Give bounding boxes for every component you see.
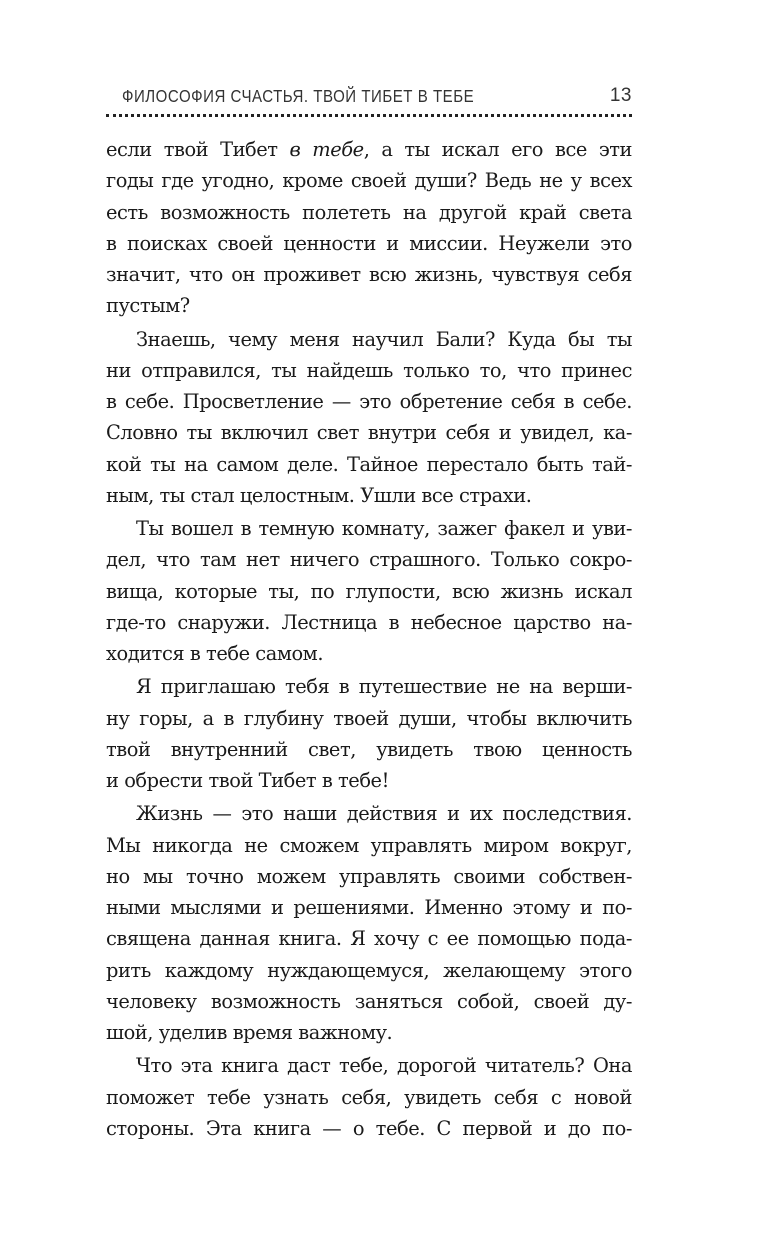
italic-emphasis: в тебе bbox=[289, 138, 364, 161]
text-line: и обрести твой Тибет в тебе! bbox=[106, 769, 389, 792]
paragraph-6 bbox=[106, 1050, 632, 1144]
paragraph-5 bbox=[106, 798, 632, 1048]
text-line: в себе. Просветление — это обретение себя в себе. bbox=[106, 390, 632, 413]
running-title: ФИЛОСОФИЯ СЧАСТЬЯ. ТВОЙ ТИБЕТ В ТЕБЕ bbox=[122, 86, 475, 106]
text-line: пустым? bbox=[106, 294, 190, 318]
text-line: вища, которые ты, по глупости, всю жизнь искал bbox=[106, 579, 632, 603]
text-line: Ты вошел в темную комнату, зажег факел и уви- bbox=[136, 517, 632, 540]
text-line: Словно ты включил свет внутри себя и увидел, ка- bbox=[106, 421, 632, 445]
text-line: священа данная книга. Я хочу с ее помощью пода- bbox=[106, 927, 632, 951]
text-line: значит, что он проживет всю жизнь, чувствуя себя bbox=[106, 263, 632, 286]
text-line: рить каждому нуждающемуся, желающему этого bbox=[106, 958, 632, 982]
text-line: где-то снаружи. Лестница в небесное царство на- bbox=[106, 610, 632, 634]
text-line: дел, что там нет ничего страшного. Только сокро- bbox=[106, 548, 632, 572]
text-line: кой ты на самом деле. Тайное перестало быть тай- bbox=[106, 452, 632, 476]
text-line: в поисках своей ценности и миссии. Неужели это bbox=[106, 231, 632, 255]
text-line: ными мыслями и решениями. Именно этому и по- bbox=[106, 896, 632, 919]
text-line: Я приглашаю тебя в путешествие не на верши- bbox=[136, 675, 632, 699]
text-line: ходится в тебе самом. bbox=[106, 642, 324, 665]
text-line: человеку возможность заняться собой, своей ду- bbox=[106, 989, 632, 1013]
paragraph-1 bbox=[106, 134, 632, 322]
text-line: годы где угодно, кроме своей души? Ведь не у всех bbox=[106, 169, 632, 193]
text-line: Знаешь, чему меня научил Бали? Куда бы ты bbox=[136, 327, 632, 351]
paragraph-4 bbox=[106, 671, 632, 796]
text-line: поможет тебе узнать себя, увидеть себя с новой bbox=[106, 1085, 632, 1109]
paragraph-2 bbox=[106, 324, 632, 512]
text-line: есть возможность полететь на другой край света bbox=[106, 200, 632, 224]
text-line: Что эта книга даст тебе, дорогой читатель? Она bbox=[136, 1054, 632, 1078]
text-line: Мы никогда не сможем управлять миром вокруг, bbox=[106, 833, 632, 857]
body-text bbox=[106, 134, 632, 1144]
text-line: но мы точно можем управлять своими собствен- bbox=[106, 864, 632, 888]
text-line: если твой Тибет в тебе, а ты искал его все эти bbox=[106, 138, 632, 161]
paragraph-3 bbox=[106, 513, 632, 669]
text-line: стороны. Эта книга — о тебе. С первой и до по- bbox=[106, 1116, 632, 1140]
text-line: Жизнь — это наши действия и их последствия. bbox=[136, 802, 632, 826]
text-line: твой внутренний свет, увидеть твою ценность bbox=[106, 737, 632, 761]
text-line: ну горы, а в глубину твоей души, чтобы включить bbox=[106, 706, 632, 730]
running-head bbox=[106, 84, 632, 114]
dotted-divider bbox=[106, 114, 632, 117]
text-line: шой, уделив время важному. bbox=[106, 1021, 393, 1044]
text-line: ни отправился, ты найдешь только то, что принес bbox=[106, 358, 632, 382]
text-line: ным, ты стал целостным. Ушли все страхи. bbox=[106, 483, 532, 507]
page-number: 13 bbox=[609, 85, 632, 106]
